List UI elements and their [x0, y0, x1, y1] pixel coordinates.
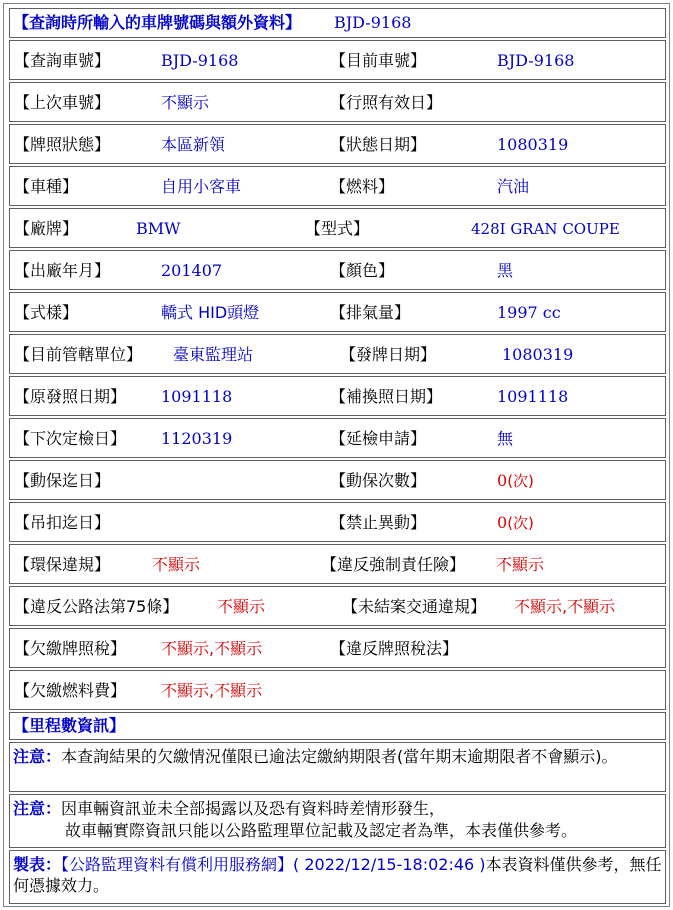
value-fuel-fee-arrears: 不顯示,不顯示	[161, 681, 263, 700]
label-body-style: 【式樣】	[14, 303, 79, 322]
label-manufacture-date: 【出廠年月】	[14, 261, 111, 280]
value-vehicle-type: 自用小客車	[161, 177, 242, 196]
value-reissue-date: 1091118	[497, 387, 569, 406]
row-jurisdiction	[9, 334, 666, 374]
row-chattel-mortgage	[9, 460, 666, 500]
mileage-section-header	[9, 712, 666, 740]
note-arrears-text	[13, 746, 662, 767]
value-unsettled-traffic-violation: 不顯示,不顯示	[514, 597, 616, 616]
value-inspection-extension: 無	[497, 429, 514, 448]
count-unit: (次)	[507, 472, 534, 490]
label-chattel-mortgage-end: 【動保迄日】	[14, 471, 111, 490]
value-next-inspection: 1120319	[161, 429, 233, 448]
value-model: 428I GRAN COUPE	[471, 220, 620, 238]
note-body: 本查詢結果的欠繳情況僅限已逾法定繳納期限者(當年期末逾期限者不會顯示)。	[61, 747, 618, 766]
footer-disclaimer: 本表資料僅供參考，無任何憑據效力。	[13, 855, 662, 895]
value-displacement: 1997 cc	[497, 303, 561, 322]
label-inspection-extension: 【延檢申請】	[330, 429, 427, 448]
note-disclaimer-line1	[13, 798, 662, 819]
label-model: 【型式】	[305, 219, 370, 238]
label-query-plate: 【查詢車號】	[14, 51, 111, 70]
count-number: 0	[497, 513, 508, 532]
label-color: 【顏色】	[330, 261, 395, 280]
label-reissue-date: 【補換照日期】	[330, 387, 443, 406]
row-brand	[9, 208, 666, 248]
count-number: 0	[497, 471, 508, 490]
label-fuel: 【燃料】	[330, 177, 395, 196]
query-title-row	[9, 8, 666, 38]
value-body-style: 轎式 HID頭燈	[161, 303, 260, 322]
value-issue-date: 1080319	[502, 345, 574, 364]
report-footer	[9, 850, 666, 904]
value-query-plate: BJD-9168	[161, 51, 239, 70]
label-license-valid-date: 【行照有效日】	[330, 93, 443, 112]
value-current-plate: BJD-9168	[497, 51, 575, 70]
label-suspension-end: 【吊扣迄日】	[14, 513, 111, 532]
footer-text	[13, 854, 662, 896]
label-unsettled-traffic-violation: 【未結案交通違規】	[342, 597, 487, 616]
row-license-tax-arrears	[9, 628, 666, 668]
note-label: 注意：	[13, 799, 62, 818]
label-issue-date: 【發牌日期】	[340, 345, 437, 364]
row-vehicle-type	[9, 166, 666, 206]
label-fuel-fee-arrears: 【欠繳燃料費】	[14, 681, 127, 700]
note-arrears	[9, 742, 666, 792]
report-frame	[3, 3, 670, 907]
label-transfer-ban: 【禁止異動】	[330, 513, 427, 532]
note-label: 注意：	[13, 747, 62, 766]
label-license-tax-arrears: 【欠繳牌照稅】	[14, 639, 127, 658]
row-fuel-fee-arrears	[9, 670, 666, 710]
value-transfer-ban	[497, 513, 534, 533]
label-next-inspection: 【下次定檢日】	[14, 429, 127, 448]
value-license-tax-arrears: 不顯示,不顯示	[161, 639, 263, 658]
note-disclaimer	[9, 794, 666, 848]
row-query-plate	[9, 40, 666, 80]
count-unit: (次)	[507, 514, 534, 532]
row-highway-act-violation	[9, 586, 666, 626]
mileage-title: 【里程數資訊】	[13, 716, 126, 735]
query-title-label: 【查詢時所輸入的車牌號碼與額外資料】	[13, 13, 302, 32]
value-plate-status: 本區新領	[161, 135, 226, 154]
value-chattel-mortgage-count	[497, 471, 534, 491]
label-environmental-violation: 【環保違規】	[14, 555, 111, 574]
label-displacement: 【排氣量】	[330, 303, 411, 322]
value-insurance-violation: 不顯示	[496, 555, 545, 574]
value-manufacture-date: 201407	[161, 261, 223, 280]
label-jurisdiction: 【目前管轄單位】	[14, 345, 143, 364]
label-previous-plate: 【上次車號】	[14, 93, 111, 112]
row-plate-status	[9, 124, 666, 164]
value-highway-act-violation: 不顯示	[217, 597, 266, 616]
label-current-plate: 【目前車號】	[330, 51, 427, 70]
note-body-line1: 因車輛資訊並未全部揭露以及恐有資料時差情形發生，	[61, 799, 446, 818]
row-body-style	[9, 292, 666, 332]
label-license-tax-violation: 【違反牌照稅法】	[330, 639, 459, 658]
footer-timestamp: ( 2022/12/15-18:02:46 )	[293, 855, 486, 874]
value-status-date: 1080319	[497, 135, 569, 154]
row-original-license-date	[9, 376, 666, 416]
footer-site-name: 【公路監理資料有償利用服務網】	[61, 855, 294, 874]
value-previous-plate: 不顯示	[161, 93, 210, 112]
value-color: 黑	[497, 261, 514, 280]
label-brand: 【廠牌】	[14, 219, 79, 238]
value-environmental-violation: 不顯示	[152, 555, 201, 574]
row-manufacture-date	[9, 250, 666, 290]
row-previous-plate	[9, 82, 666, 122]
row-suspension	[9, 502, 666, 542]
row-next-inspection	[9, 418, 666, 458]
row-environmental-violation	[9, 544, 666, 584]
label-status-date: 【狀態日期】	[330, 135, 427, 154]
label-plate-status: 【牌照狀態】	[14, 135, 111, 154]
note-disclaimer-line2: 故車輛實際資訊只能以公路監理單位記載及認定者為準，本表僅供參考。	[65, 821, 578, 840]
value-jurisdiction: 臺東監理站	[173, 345, 254, 364]
label-chattel-mortgage-count: 【動保次數】	[330, 471, 427, 490]
label-highway-act-violation: 【違反公路法第75條】	[14, 597, 179, 616]
footer-label: 製表：	[13, 855, 62, 874]
value-fuel: 汽油	[497, 177, 530, 196]
value-brand: BMW	[136, 219, 181, 238]
query-title-plate: BJD-9168	[334, 13, 412, 32]
label-insurance-violation: 【違反強制責任險】	[321, 555, 466, 574]
label-vehicle-type: 【車種】	[14, 177, 79, 196]
label-original-license-date: 【原發照日期】	[14, 387, 127, 406]
value-original-license-date: 1091118	[161, 387, 233, 406]
